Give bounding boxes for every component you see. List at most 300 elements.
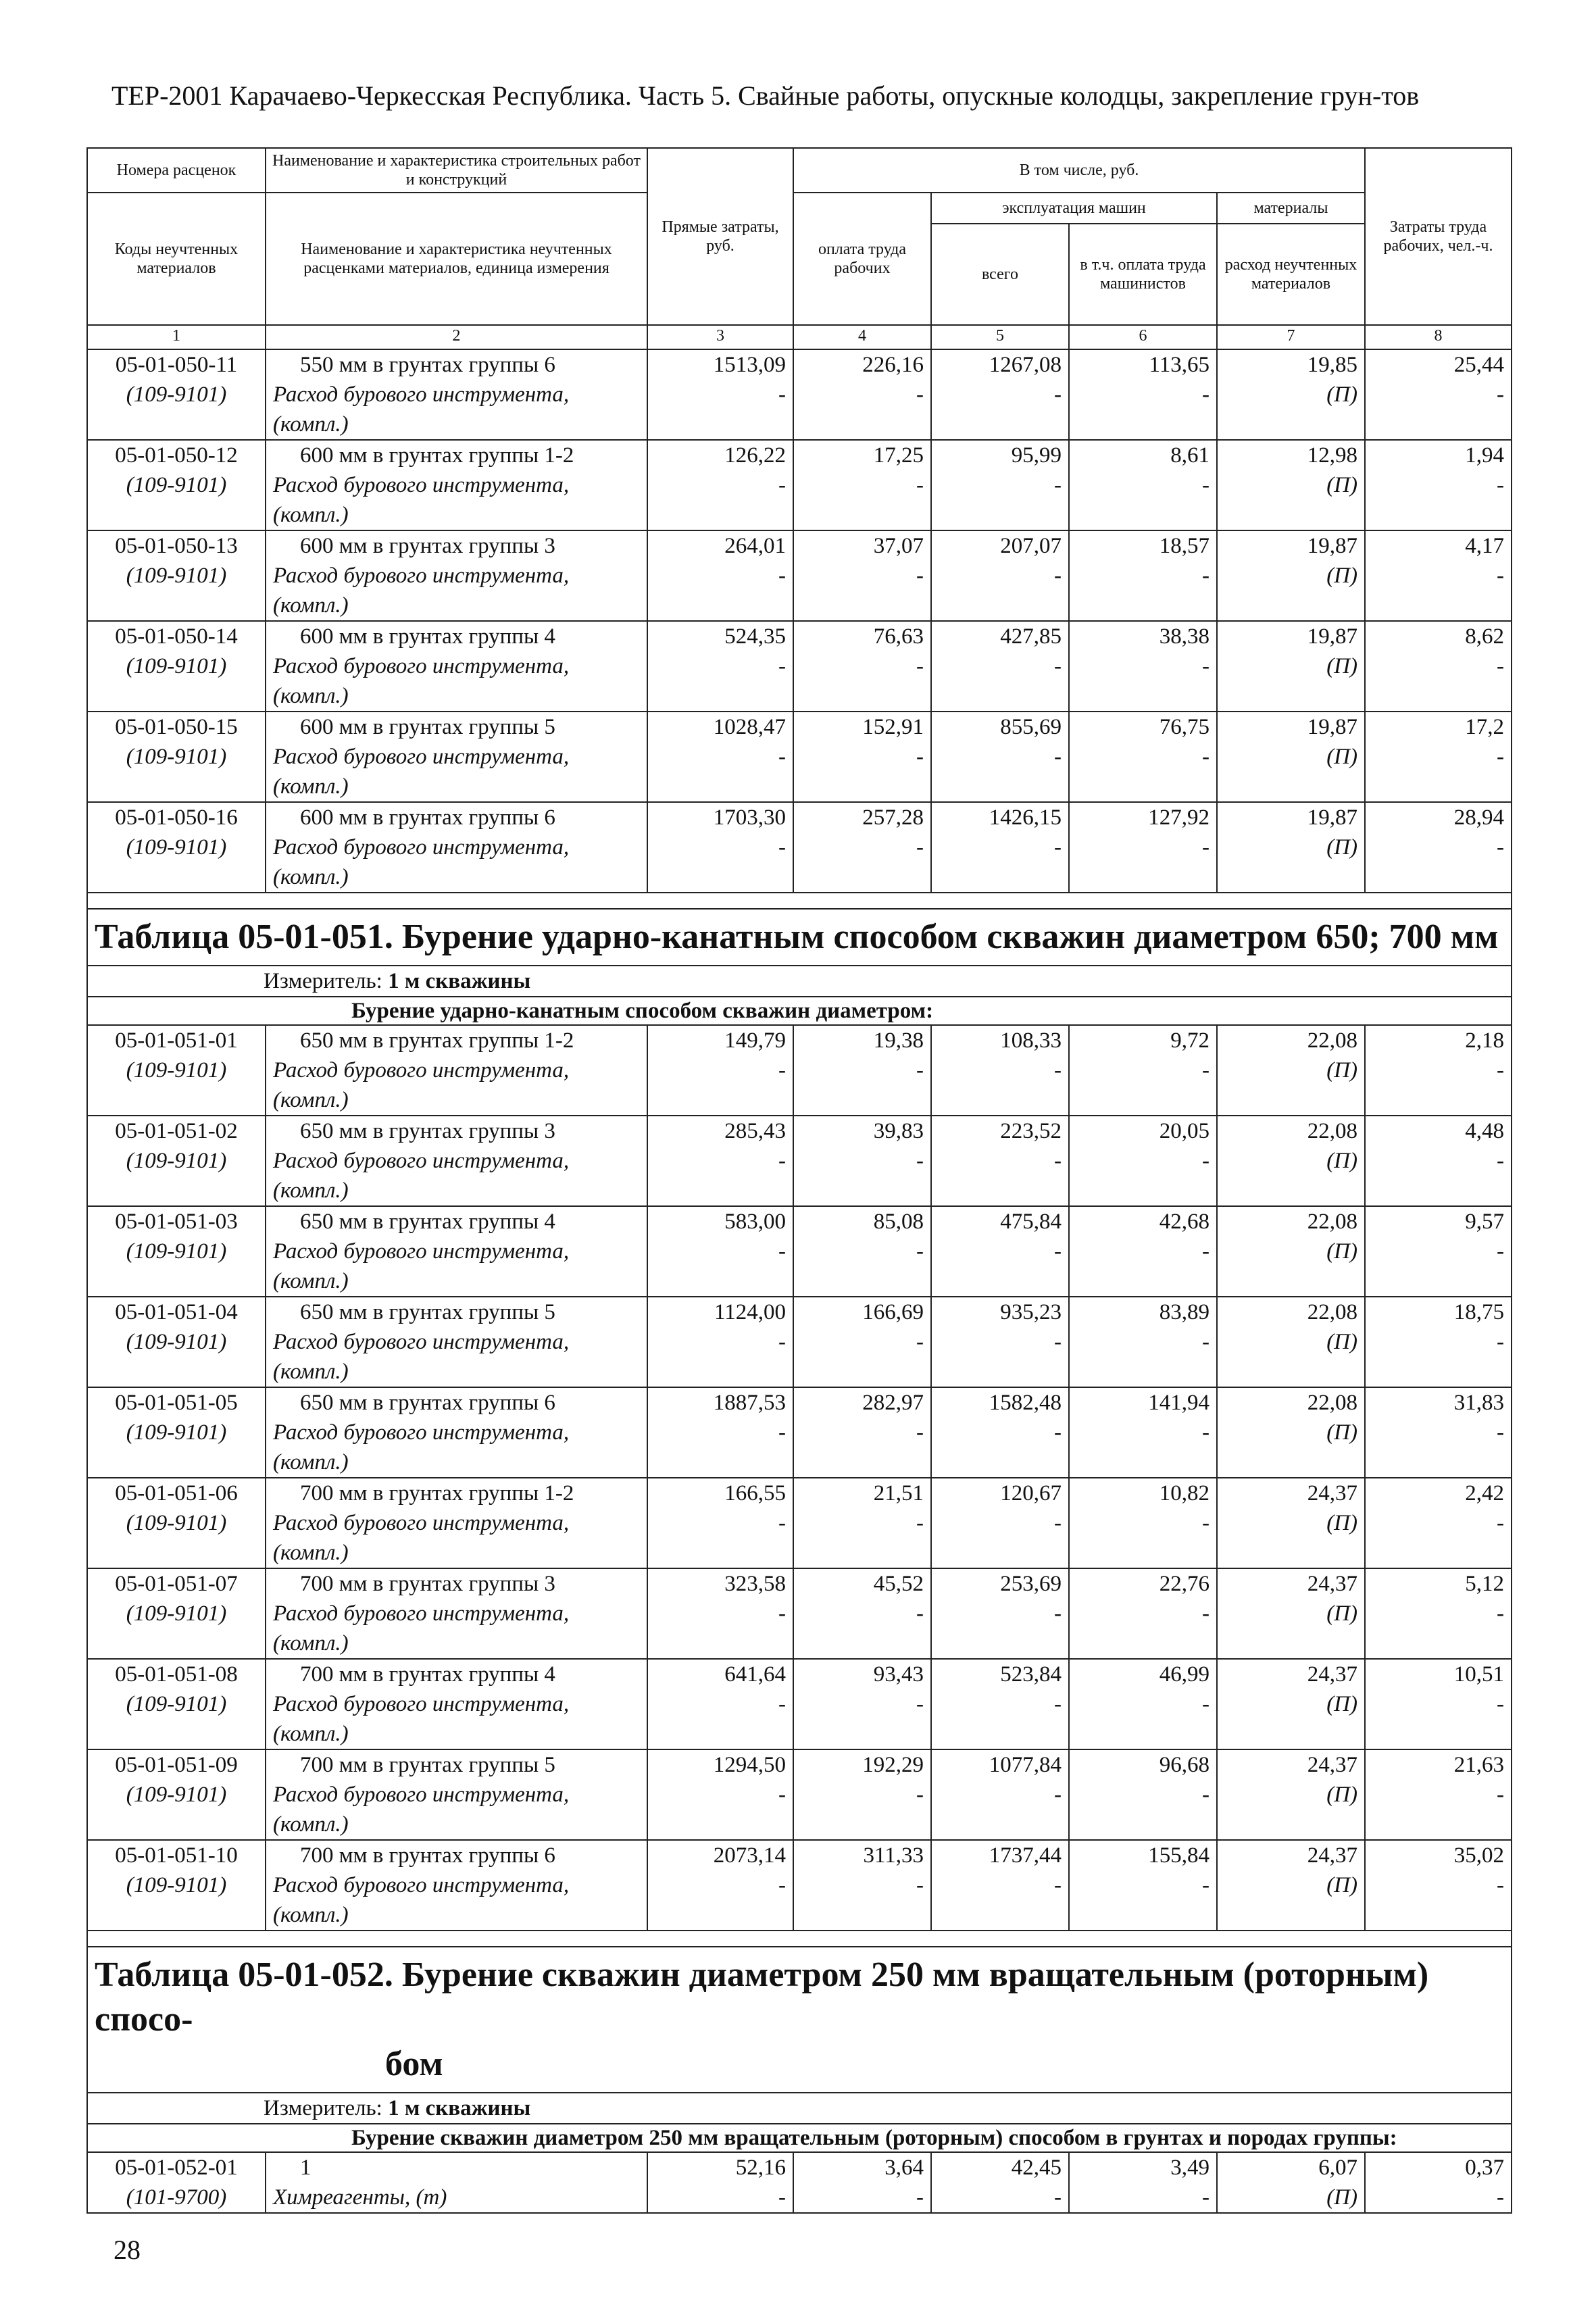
machines-total-value: 1267,08 [989,353,1062,377]
materials-cell [1217,1116,1365,1206]
header-name-bottom: Наименование и характеристика неучтенных расценками материалов, единица измерения [266,193,647,325]
labor-pay-cell [793,1659,931,1749]
machinists-pay-material-value: - [1202,1420,1210,1445]
direct-costs-value: 1124,00 [714,1300,786,1324]
labor-pay-material-value: - [916,654,924,678]
materials-value: 22,08 [1307,1210,1357,1234]
material-name: Расход бурового инструмента, [273,1601,570,1626]
code-cell [87,1478,266,1568]
direct-costs-cell [647,621,793,712]
labor-hours-material-value: - [1497,1420,1504,1445]
material-code: (109-9101) [126,1601,227,1626]
machines-total-value: 475,84 [1000,1210,1062,1234]
machinists-pay-material-value: - [1202,1330,1210,1354]
material-code: (109-9101) [126,473,227,497]
labor-pay-value: 166,69 [862,1300,924,1324]
materials-cell [1217,1840,1365,1931]
materials-material-value: (П) [1326,1783,1357,1807]
labor-hours-value: 4,17 [1465,534,1504,558]
direct-costs-cell [647,1478,793,1568]
machines-total-material-value: - [1054,1873,1062,1897]
labor-pay-material-value: - [916,1783,924,1807]
table-row [87,530,1512,621]
header-machine-operation: эксплуатация машин [931,193,1217,224]
meter-row [87,966,1512,997]
labor-hours-cell [1365,1206,1512,1297]
labor-hours-material-value: - [1497,382,1504,407]
direct-costs-cell [647,1840,793,1931]
header-labor-costs: Затраты труда рабочих, чел.-ч. [1365,148,1512,325]
labor-pay-cell [793,1387,931,1478]
table-row [87,802,1512,893]
materials-cell [1217,1206,1365,1297]
machinists-pay-cell [1069,1840,1217,1931]
labor-hours-cell [1365,1116,1512,1206]
machinists-pay-cell [1069,1297,1217,1387]
spacer-row [87,893,1512,909]
machines-total-material-value: - [1054,1239,1062,1264]
direct-costs-material-value: - [778,1873,786,1897]
material-code: (109-9101) [126,564,227,588]
direct-costs-material-value: - [778,1692,786,1716]
machinists-pay-cell [1069,1749,1217,1840]
labor-pay-material-value: - [916,1511,924,1535]
materials-material-value: (П) [1326,382,1357,407]
labor-pay-cell [793,1568,931,1659]
table-row [87,2152,1512,2213]
work-name: 650 мм в грунтах группы 4 [300,1210,555,1234]
work-name: 550 мм в грунтах группы 6 [300,353,555,377]
labor-pay-material-value: - [916,1058,924,1082]
direct-costs-value: 52,16 [735,2156,786,2180]
machinists-pay-cell [1069,802,1217,893]
direct-costs-cell [647,1387,793,1478]
direct-costs-value: 1703,30 [713,805,786,830]
col-number: 4 [793,325,931,349]
material-unit: (компл.) [273,1088,349,1112]
material-code: (109-9101) [126,1783,227,1807]
material-name: Расход бурового инструмента, [273,1692,570,1716]
direct-costs-value: 285,43 [724,1119,786,1143]
machinists-pay-cell [1069,621,1217,712]
machinists-pay-value: 8,61 [1170,443,1210,468]
machinists-pay-value: 9,72 [1170,1028,1210,1053]
machines-total-cell [931,440,1069,530]
machinists-pay-cell [1069,1025,1217,1116]
section-title-cell [87,909,1512,966]
materials-cell [1217,1659,1365,1749]
materials-cell [1217,349,1365,440]
description-cell [266,349,647,440]
labor-hours-material-value: - [1497,1239,1504,1264]
labor-pay-cell [793,712,931,802]
work-name: 700 мм в грунтах группы 6 [300,1843,555,1868]
table-row [87,1206,1512,1297]
machinists-pay-material-value: - [1202,1783,1210,1807]
machinists-pay-value: 83,89 [1159,1300,1210,1324]
code-cell [87,1749,266,1840]
header-total: всего [931,224,1069,325]
code-cell [87,1659,266,1749]
labor-pay-value: 19,38 [873,1028,924,1053]
meter-value: 1 м скважины [388,2096,531,2120]
rate-code: 05-01-051-10 [115,1843,238,1868]
material-code: (109-9101) [126,1058,227,1082]
direct-costs-material-value: - [778,1420,786,1445]
materials-value: 19,87 [1307,715,1357,739]
table-row [87,621,1512,712]
labor-hours-value: 10,51 [1453,1662,1504,1687]
labor-hours-value: 28,94 [1453,805,1504,830]
header-name-top: Наименование и характеристика строительных работ и конструкций [266,148,647,193]
machinists-pay-value: 141,94 [1148,1391,1210,1415]
direct-costs-material-value: - [778,654,786,678]
materials-cell [1217,1478,1365,1568]
materials-cell [1217,1387,1365,1478]
machinists-pay-value: 38,38 [1159,624,1210,649]
material-name: Расход бурового инструмента, [273,1149,570,1173]
table-row [87,712,1512,802]
code-cell [87,621,266,712]
machines-total-material-value: - [1054,745,1062,769]
direct-costs-material-value: - [778,745,786,769]
direct-costs-value: 149,79 [724,1028,786,1053]
work-name: 1 [300,2156,311,2180]
labor-hours-cell [1365,712,1512,802]
labor-hours-material-value: - [1497,1692,1504,1716]
work-name: 700 мм в грунтах группы 1-2 [300,1481,574,1505]
labor-hours-value: 1,94 [1465,443,1504,468]
machines-total-material-value: - [1054,1783,1062,1807]
rate-code: 05-01-051-01 [115,1028,238,1053]
materials-material-value: (П) [1326,835,1357,860]
labor-hours-cell [1365,621,1512,712]
materials-value: 24,37 [1307,1843,1357,1868]
work-name: 600 мм в грунтах группы 4 [300,624,555,649]
labor-hours-cell [1365,1749,1512,1840]
direct-costs-material-value: - [778,1511,786,1535]
materials-value: 24,37 [1307,1753,1357,1777]
header-unaccounted-materials: расход неучтенных материалов [1217,224,1365,325]
header-direct-costs: Прямые затраты, руб. [647,148,793,325]
material-unit: (компл.) [273,1631,349,1656]
machines-total-material-value: - [1054,1058,1062,1082]
machines-total-value: 108,33 [1000,1028,1062,1053]
material-code: (101-9700) [126,2185,227,2210]
code-cell [87,530,266,621]
table-row [87,1297,1512,1387]
material-name: Расход бурового инструмента, [273,1511,570,1535]
machines-total-material-value: - [1054,1149,1062,1173]
description-cell [266,440,647,530]
direct-costs-value: 2073,14 [713,1843,786,1868]
material-unit: (компл.) [273,774,349,799]
material-code: (109-9101) [126,1692,227,1716]
description-cell [266,1840,647,1931]
machinists-pay-cell [1069,712,1217,802]
material-unit: (компл.) [273,503,349,527]
machinists-pay-value: 22,76 [1159,1572,1210,1596]
labor-hours-material-value: - [1497,2185,1504,2210]
page-number: 28 [114,2235,141,2265]
work-name: 650 мм в грунтах группы 3 [300,1119,555,1143]
materials-material-value: (П) [1326,1058,1357,1082]
rate-code: 05-01-051-04 [115,1300,238,1324]
rate-code: 05-01-051-08 [115,1662,238,1687]
machines-total-value: 523,84 [1000,1662,1062,1687]
direct-costs-cell [647,1749,793,1840]
machinists-pay-cell [1069,1116,1217,1206]
description-cell [266,1297,647,1387]
labor-pay-value: 76,63 [873,624,924,649]
code-cell [87,349,266,440]
machinists-pay-cell [1069,1659,1217,1749]
materials-value: 22,08 [1307,1119,1357,1143]
labor-hours-material-value: - [1497,1149,1504,1173]
code-cell [87,2152,266,2213]
labor-pay-material-value: - [916,382,924,407]
materials-value: 19,87 [1307,534,1357,558]
machines-total-material-value: - [1054,1692,1062,1716]
labor-pay-value: 152,91 [862,715,924,739]
machines-total-cell [931,2152,1069,2213]
direct-costs-value: 1028,47 [713,715,786,739]
direct-costs-material-value: - [778,1330,786,1354]
materials-value: 19,87 [1307,624,1357,649]
code-cell [87,1840,266,1931]
description-cell [266,1568,647,1659]
meter-value: 1 м скважины [388,969,531,993]
machinists-pay-cell [1069,1206,1217,1297]
header-incl-machinists: в т.ч. оплата труда машинистов [1069,224,1217,325]
materials-material-value: (П) [1326,1511,1357,1535]
material-code: (109-9101) [126,654,227,678]
labor-hours-value: 18,75 [1453,1300,1504,1324]
description-cell [266,712,647,802]
labor-hours-material-value: - [1497,564,1504,588]
work-name: 700 мм в грунтах группы 4 [300,1662,555,1687]
material-code: (109-9101) [126,745,227,769]
work-name: 700 мм в грунтах группы 5 [300,1753,555,1777]
machinists-pay-material-value: - [1202,1239,1210,1264]
machines-total-cell [931,1568,1069,1659]
labor-pay-material-value: - [916,1601,924,1626]
materials-material-value: (П) [1326,473,1357,497]
direct-costs-cell [647,1116,793,1206]
machinists-pay-material-value: - [1202,564,1210,588]
materials-material-value: (П) [1326,1330,1357,1354]
direct-costs-cell [647,1297,793,1387]
machinists-pay-material-value: - [1202,1511,1210,1535]
material-unit: (компл.) [273,1269,349,1293]
labor-hours-cell [1365,1025,1512,1116]
col-number: 5 [931,325,1069,349]
material-name: Расход бурового инструмента, [273,564,570,588]
meter-label: Измеритель: [264,2096,382,2120]
work-name: 600 мм в грунтах группы 1-2 [300,443,574,468]
code-cell [87,712,266,802]
table-title: Таблица 05-01-052. Бурение скважин диаметром 250 мм вращательным (роторным) спосо- [95,1956,1429,2039]
direct-costs-cell [647,802,793,893]
table-row [87,1478,1512,1568]
labor-pay-value: 282,97 [862,1391,924,1415]
direct-costs-material-value: - [778,1239,786,1264]
material-name: Расход бурового инструмента, [273,1239,570,1264]
rate-code: 05-01-050-16 [115,805,238,830]
labor-hours-cell [1365,1568,1512,1659]
materials-cell [1217,1297,1365,1387]
labor-pay-cell [793,621,931,712]
material-code: (109-9101) [126,1239,227,1264]
labor-pay-material-value: - [916,1873,924,1897]
material-name: Расход бурового инструмента, [273,382,570,407]
labor-pay-cell [793,2152,931,2213]
spacer-cell [87,1931,1512,1947]
labor-pay-cell [793,1749,931,1840]
labor-pay-material-value: - [916,745,924,769]
labor-hours-value: 17,2 [1465,715,1504,739]
material-name: Расход бурового инструмента, [273,1783,570,1807]
labor-pay-cell [793,1025,931,1116]
table-052-title-row [87,1947,1512,2093]
labor-pay-value: 37,07 [873,534,924,558]
col-number: 6 [1069,325,1217,349]
machines-total-cell [931,1025,1069,1116]
machinists-pay-cell [1069,2152,1217,2213]
machines-total-value: 1077,84 [989,1753,1062,1777]
machines-total-value: 253,69 [1000,1572,1062,1596]
table-title-continued: бом [385,2045,443,2083]
materials-cell [1217,802,1365,893]
labor-pay-value: 85,08 [873,1210,924,1234]
machines-total-material-value: - [1054,835,1062,860]
labor-pay-material-value: - [916,564,924,588]
column-numbers-row [87,325,1512,349]
materials-value: 19,85 [1307,353,1357,377]
machines-total-material-value: - [1054,654,1062,678]
rate-code: 05-01-052-01 [115,2156,238,2180]
direct-costs-cell [647,440,793,530]
machines-total-material-value: - [1054,382,1062,407]
direct-costs-cell [647,1206,793,1297]
machines-total-cell [931,1478,1069,1568]
labor-hours-value: 35,02 [1453,1843,1504,1868]
material-unit: (компл.) [273,1903,349,1927]
material-unit: (компл.) [273,1541,349,1565]
machinists-pay-material-value: - [1202,1873,1210,1897]
direct-costs-value: 166,55 [724,1481,786,1505]
machines-total-value: 1737,44 [989,1843,1062,1868]
direct-costs-material-value: - [778,1058,786,1082]
machinists-pay-value: 42,68 [1159,1210,1210,1234]
direct-costs-cell [647,1025,793,1116]
machinists-pay-cell [1069,349,1217,440]
machines-total-value: 935,23 [1000,1300,1062,1324]
labor-hours-cell [1365,2152,1512,2213]
materials-cell [1217,2152,1365,2213]
labor-pay-value: 257,28 [862,805,924,830]
materials-cell [1217,440,1365,530]
materials-cell [1217,1749,1365,1840]
labor-hours-value: 5,12 [1465,1572,1504,1596]
labor-pay-value: 192,29 [862,1753,924,1777]
machines-total-value: 1582,48 [989,1391,1062,1415]
materials-cell [1217,712,1365,802]
labor-pay-value: 3,64 [884,2156,924,2180]
machinists-pay-value: 127,92 [1148,805,1210,830]
code-cell [87,1025,266,1116]
code-cell [87,1568,266,1659]
labor-pay-cell [793,530,931,621]
machines-total-material-value: - [1054,564,1062,588]
machinists-pay-cell [1069,1568,1217,1659]
work-name: 600 мм в грунтах группы 5 [300,715,555,739]
meter-cell [87,966,1512,997]
materials-material-value: (П) [1326,1692,1357,1716]
labor-hours-value: 0,37 [1465,2156,1504,2180]
machines-total-value: 427,85 [1000,624,1062,649]
code-cell [87,1297,266,1387]
machines-total-cell [931,1749,1069,1840]
labor-hours-material-value: - [1497,1873,1504,1897]
subheading-row [87,2124,1512,2152]
description-cell [266,1478,647,1568]
material-unit: (компл.) [273,1178,349,1203]
direct-costs-material-value: - [778,473,786,497]
work-name: 600 мм в грунтах группы 6 [300,805,555,830]
col-number: 8 [1365,325,1512,349]
materials-material-value: (П) [1326,1149,1357,1173]
col-number: 1 [87,325,266,349]
labor-pay-material-value: - [916,1149,924,1173]
code-cell [87,1387,266,1478]
labor-pay-value: 17,25 [873,443,924,468]
labor-pay-material-value: - [916,473,924,497]
direct-costs-cell [647,1659,793,1749]
machinists-pay-cell [1069,530,1217,621]
materials-value: 6,07 [1318,2156,1357,2180]
labor-hours-value: 4,48 [1465,1119,1504,1143]
materials-material-value: (П) [1326,1601,1357,1626]
materials-material-value: (П) [1326,745,1357,769]
labor-pay-cell [793,349,931,440]
machines-total-cell [931,802,1069,893]
materials-material-value: (П) [1326,1420,1357,1445]
materials-material-value: (П) [1326,2185,1357,2210]
materials-cell [1217,621,1365,712]
rate-code: 05-01-050-11 [115,353,238,377]
meter-cell [87,2093,1512,2124]
materials-material-value: (П) [1326,654,1357,678]
direct-costs-value: 1887,53 [713,1391,786,1415]
labor-pay-material-value: - [916,1692,924,1716]
labor-hours-cell [1365,530,1512,621]
material-name: Расход бурового инструмента, [273,654,570,678]
description-cell [266,1387,647,1478]
labor-hours-material-value: - [1497,745,1504,769]
machinists-pay-value: 46,99 [1159,1662,1210,1687]
labor-hours-material-value: - [1497,835,1504,860]
subheading: Бурение ударно-канатным способом скважин диаметром: [87,997,1512,1025]
description-cell [266,1025,647,1116]
materials-material-value: (П) [1326,1873,1357,1897]
labor-hours-material-value: - [1497,1330,1504,1354]
machines-total-cell [931,349,1069,440]
machines-total-cell [931,621,1069,712]
machinists-pay-value: 20,05 [1159,1119,1210,1143]
materials-value: 19,87 [1307,805,1357,830]
work-name: 700 мм в грунтах группы 3 [300,1572,555,1596]
